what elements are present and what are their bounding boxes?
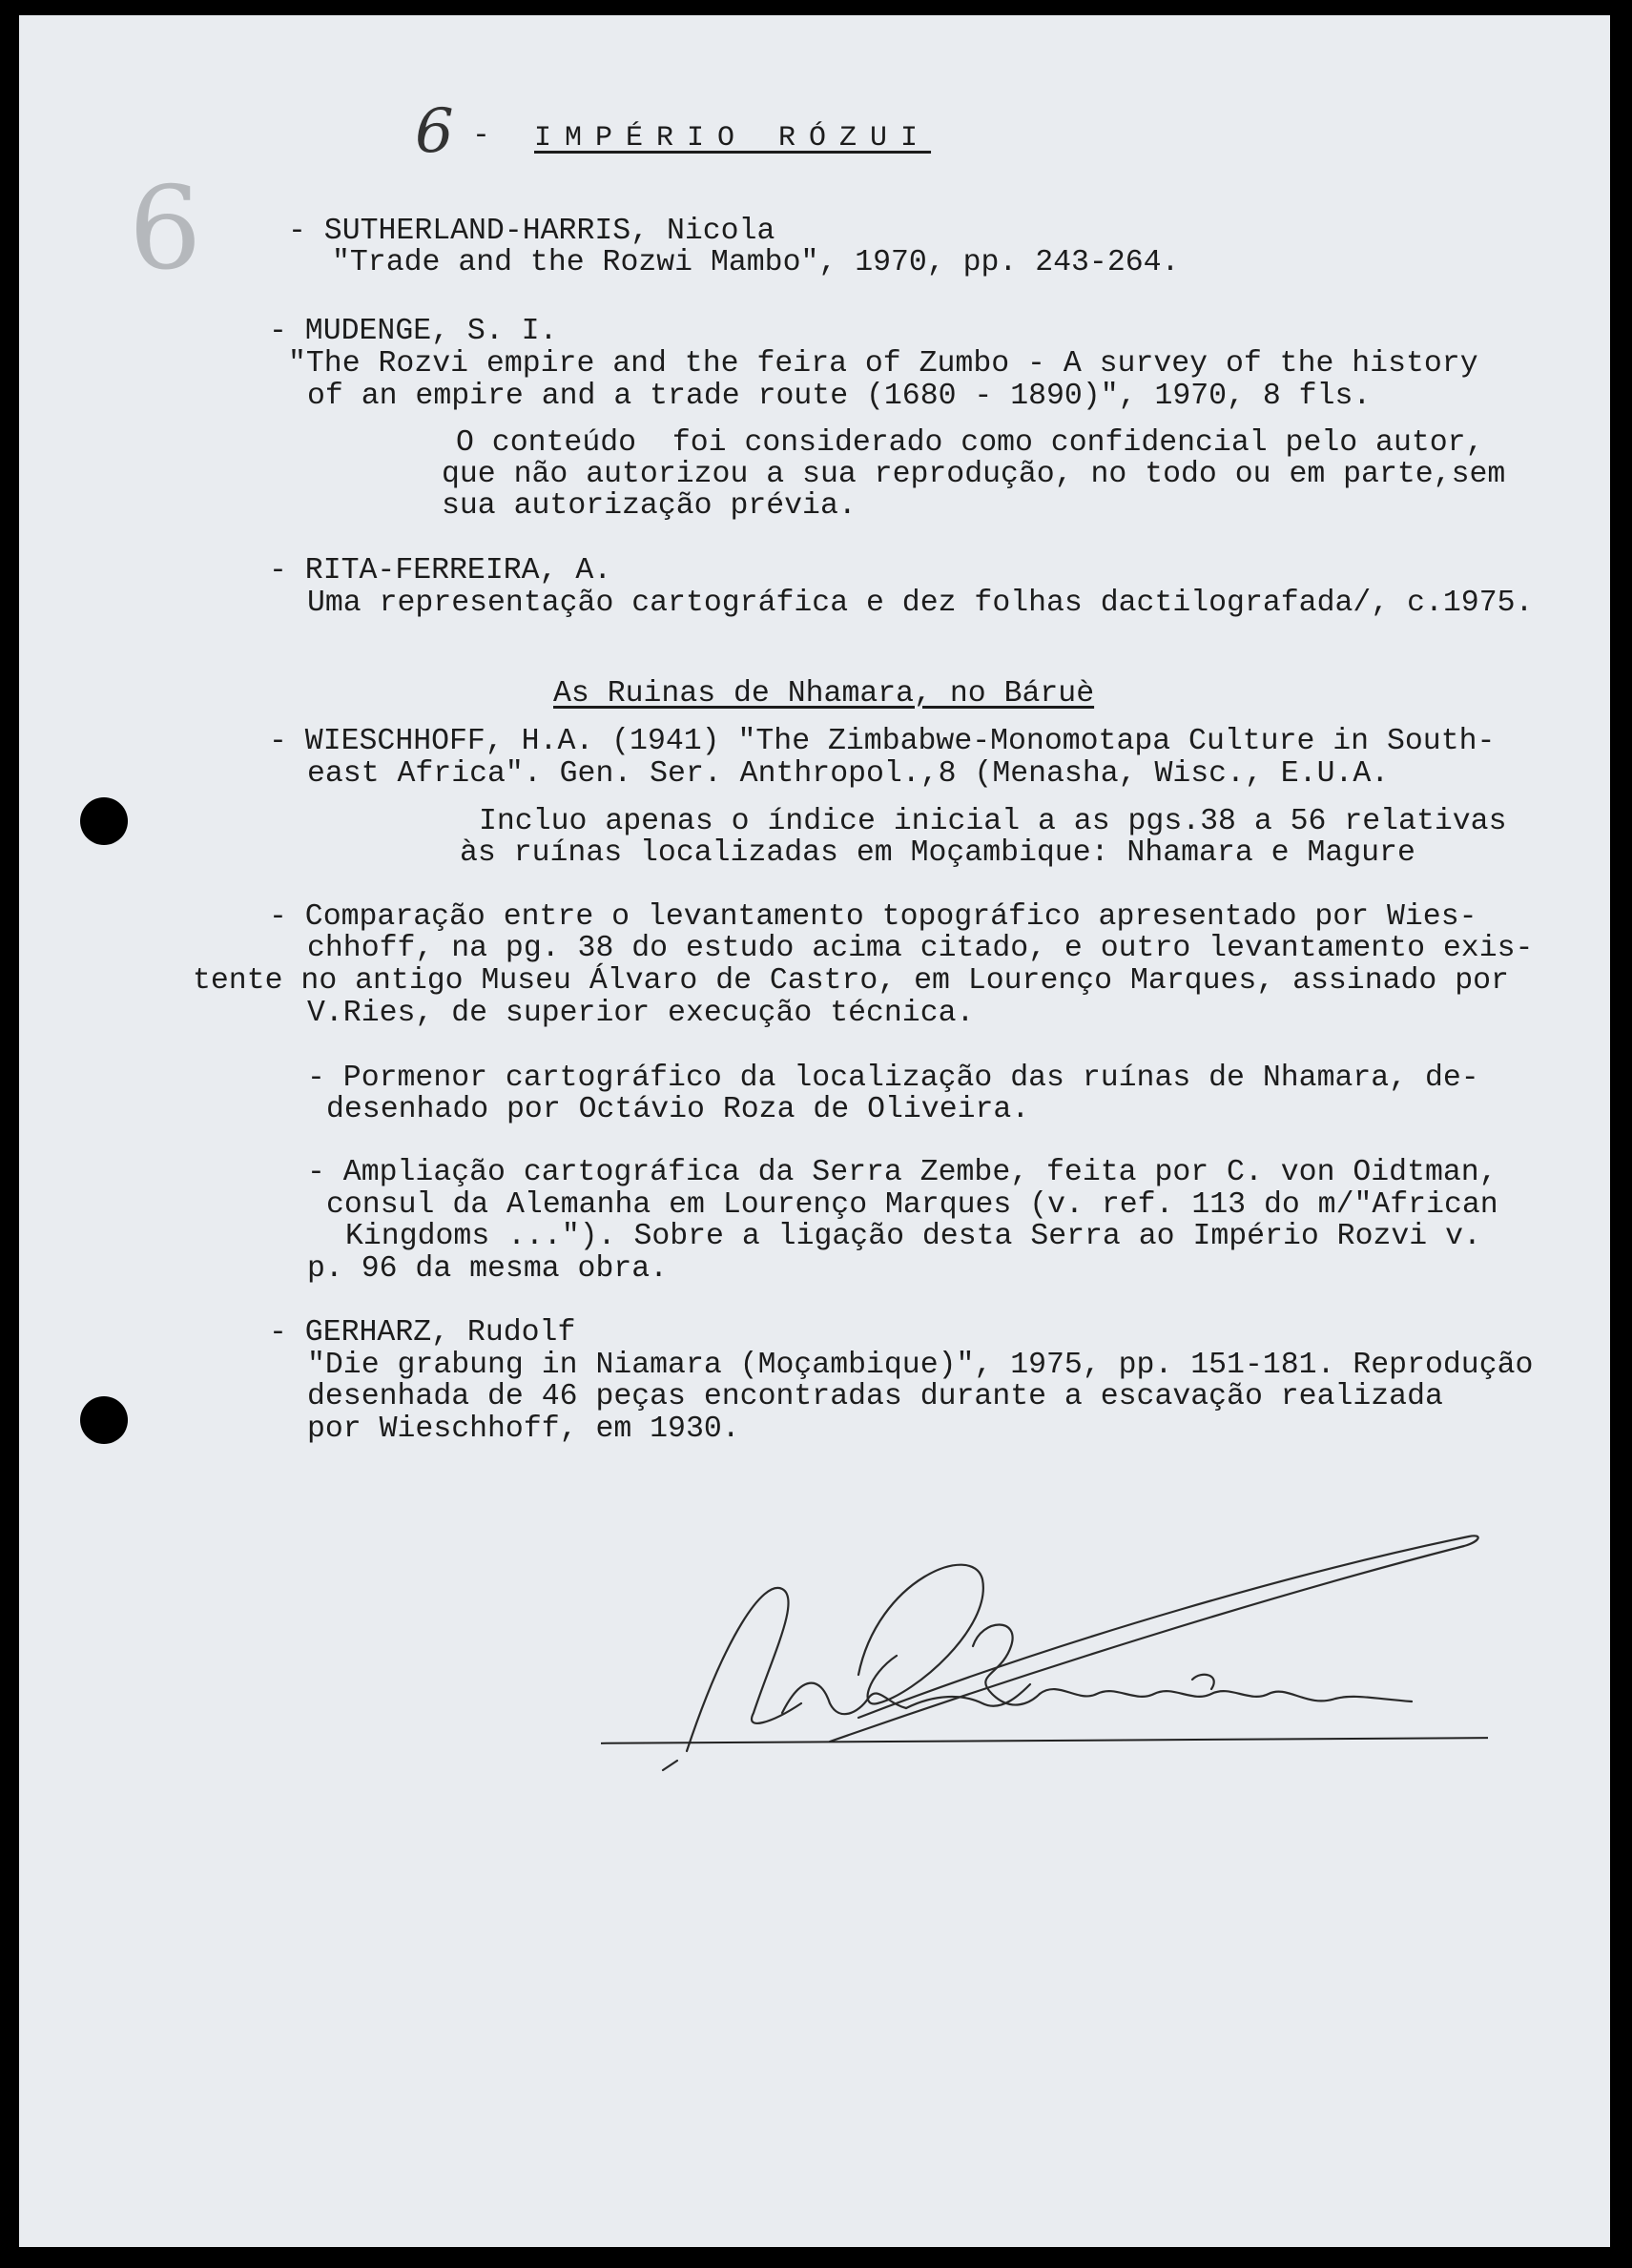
- document-page: [19, 15, 1610, 2247]
- entry-wieschhoff-2: east Africa". Gen. Ser. Anthropol.,8 (Menasha, Wisc., E.U.A.: [307, 757, 1390, 791]
- entry-pormenor-1: - Pormenor cartográfico da localização das ruínas de Nhamara, de-: [307, 1062, 1479, 1095]
- entry-ampliacao-4: p. 96 da mesma obra.: [307, 1252, 669, 1286]
- entry-comparacao-1: - Comparação entre o levantamento topográfico apresentado por Wies-: [269, 900, 1477, 934]
- entry-rita-author: - RITA-FERREIRA, A.: [269, 554, 612, 588]
- entry-pormenor-2: desenhado por Octávio Roza de Oliveira.: [326, 1093, 1030, 1126]
- handwritten-page-number: 6: [415, 96, 454, 167]
- entry-comparacao-3: tente no antigo Museu Álvaro de Castro, em Lourenço Marques, assinado por: [193, 964, 1509, 998]
- entry-ampliacao-3: Kingdoms ..."). Sobre a ligação desta Serra ao Império Rozvi v.: [345, 1220, 1481, 1253]
- signature-graphic: [19, 15, 1610, 2247]
- entry-comparacao-2: chhoff, na pg. 38 do estudo acima citado, e outro levantamento exis-: [307, 932, 1534, 965]
- entry-sutherland-title: "Trade and the Rozwi Mambo", 1970, pp. 243-264.: [332, 246, 1180, 279]
- entry-mudenge-author: - MUDENGE, S. I.: [269, 315, 558, 348]
- entry-gerharz-3: desenhada de 46 peças encontradas durante a escavação realizada: [307, 1380, 1443, 1413]
- entry-gerharz-4: por Wieschhoff, em 1930.: [307, 1412, 740, 1446]
- entry-sutherland-author: - SUTHERLAND-HARRIS, Nicola: [288, 215, 775, 248]
- entry-ampliacao-1: - Ampliação cartográfica da Serra Zembe, feita por C. von Oidtman,: [307, 1156, 1498, 1189]
- entry-gerharz-2: "Die grabung in Niamara (Moçambique)", 1975, pp. 151-181. Reprodução: [307, 1349, 1534, 1382]
- entry-wieschhoff-1: - WIESCHHOFF, H.A. (1941) "The Zimbabwe-Monomotapa Culture in South-: [269, 725, 1496, 758]
- entry-wieschhoff-note-2: às ruínas localizadas em Moçambique: Nhamara e Magure: [460, 836, 1415, 870]
- page-title: IMPÉRIO RÓZUI: [534, 122, 932, 155]
- entry-mudenge-note-3: sua autorização prévia.: [442, 489, 857, 523]
- entry-comparacao-4: V.Ries, de superior execução técnica.: [307, 997, 975, 1030]
- entry-mudenge-note-2: que não autorizou a sua reprodução, no todo ou em parte,sem: [442, 458, 1506, 491]
- entry-rita-title: Uma representação cartográfica e dez folhas dactilografada/, c.1975.: [307, 587, 1534, 620]
- title-dash: -: [472, 119, 490, 153]
- entry-mudenge-title-2: of an empire and a trade route (1680 - 1890)", 1970, 8 fls.: [307, 380, 1372, 413]
- pencil-mark: 6: [129, 163, 202, 296]
- section-heading: As Ruinas de Nhamara, no Báruè: [553, 677, 1095, 711]
- entry-mudenge-note-1: O conteúdo foi considerado como confidencial pelo autor,: [456, 426, 1484, 460]
- entry-wieschhoff-note-1: Incluo apenas o índice inicial a as pgs.38 a 56 relativas: [479, 805, 1507, 838]
- entry-ampliacao-2: consul da Alemanha em Lourenço Marques (v. ref. 113 do m/"African: [326, 1188, 1498, 1222]
- entry-gerharz-1: - GERHARZ, Rudolf: [269, 1316, 576, 1350]
- entry-mudenge-title: "The Rozvi empire and the feira of Zumbo - A survey of the history: [288, 347, 1478, 381]
